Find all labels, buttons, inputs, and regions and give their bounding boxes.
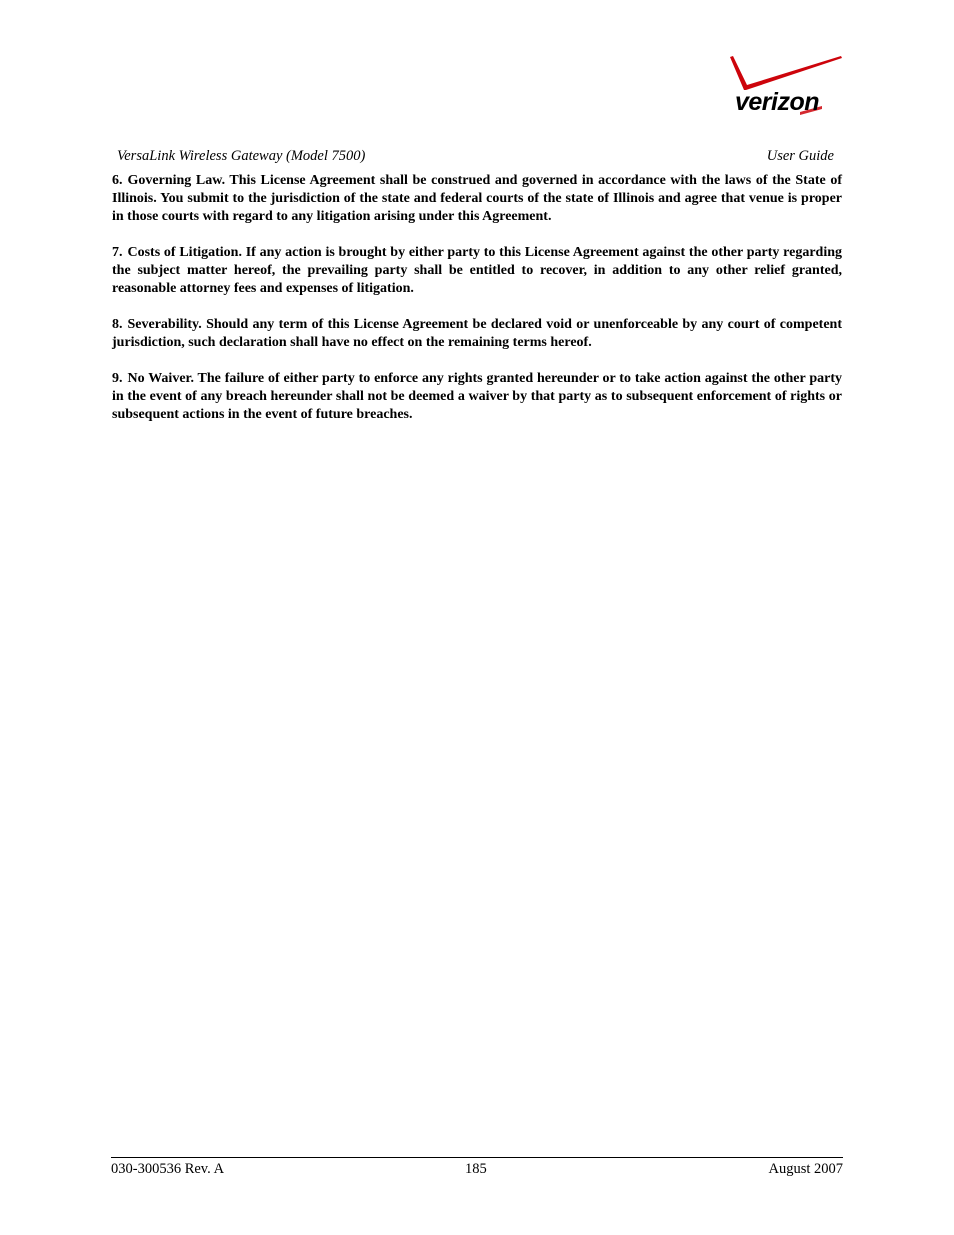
footer-date: August 2007 [768,1161,843,1177]
section-costs-of-litigation [112,244,842,298]
section-number: 6. [112,173,123,188]
section-text: Governing Law. This License Agreement shall be construed and governed in accordance with the laws of the State of Illinois. You submit to the jurisdiction of the state and federal courts of the state of Illinois and agree that venue is proper in those courts with regard to any litigation arising under this Agreement. [112,173,842,224]
section-severability [112,316,842,352]
header-product-title: VersaLink Wireless Gateway (Model 7500) [117,148,366,164]
section-text: No Waiver. The failure of either party to enforce any rights granted hereunder or to take action against the other party in the event of any breach hereunder shall not be deemed a waiver by that party as to subsequent enforcement of rights or subsequent actions in the event of future breaches. [112,371,842,422]
footer-divider [111,1157,843,1158]
section-no-waiver [112,370,842,424]
section-number: 8. [112,317,123,332]
section-text: Severability. Should any term of this License Agreement be declared void or unenforceable by any court of competent jurisdiction, such declaration shall have no effect on the remaining terms hereof. [112,317,842,350]
logo-wordmark: verizon [735,88,820,116]
footer-page-number: 185 [465,1161,487,1177]
running-header [117,147,834,165]
section-number: 7. [112,245,123,260]
section-text: Costs of Litigation. If any action is brought by either party to this License Agreement against the other party regarding the subject matter hereof, the prevailing party shall be entitled to recover, in addition to any other relief granted, reasonable attorney fees and expenses of litigation. [112,245,842,296]
footer-doc-number: 030-300536 Rev. A [111,1161,225,1177]
section-number: 9. [112,371,123,386]
verizon-logo [726,54,846,122]
section-governing-law [112,172,842,226]
page-footer [111,1160,843,1178]
header-doc-type: User Guide [766,148,834,164]
document-body [112,172,842,442]
